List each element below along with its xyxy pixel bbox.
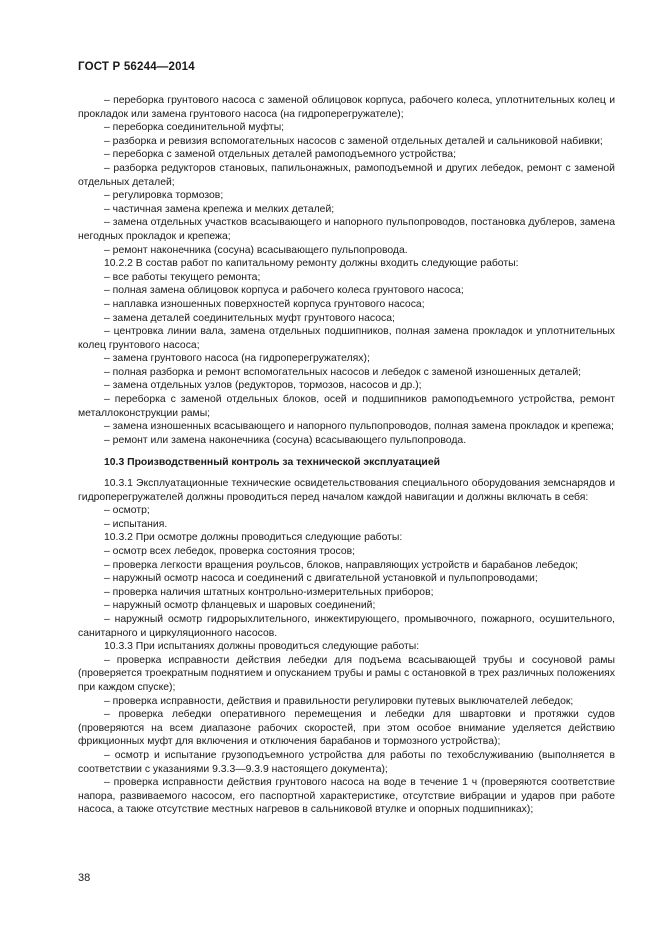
paragraph-group-a: [78, 94, 615, 447]
paragraph: – центровка линии вала, замена отдельных подшипников, полная замена прокладок и уплотнительных колец грунтового насоса;: [78, 326, 615, 351]
paragraph: – полная замена облицовок корпуса и рабочего колеса грунтового насоса;: [104, 285, 464, 297]
paragraph: 10.3.3 При испытаниях должны проводиться следующие работы:: [104, 641, 420, 653]
paragraph: – все работы текущего ремонта;: [104, 271, 261, 283]
paragraph: – замена отдельных узлов (редукторов, тормозов, насосов и др.);: [104, 380, 422, 392]
paragraph: – разборка и ревизия вспомогательных насосов с заменой отдельных деталей и сальниковой набивки;: [104, 135, 603, 147]
paragraph: – проверка наличия штатных контрольно-измерительных приборов;: [104, 586, 434, 598]
paragraph: – замена грунтового насоса (на гидроперегружателях);: [104, 353, 370, 365]
paragraph: – полная разборка и ремонт вспомогательных насосов и лебедок с заменой изношенных деталей;: [104, 366, 582, 378]
paragraph: – ремонт или замена наконечника (сосуна) всасывающего пульпопровода.: [104, 434, 467, 446]
paragraph: 10.2.2 В состав работ по капитальному ремонту должны входить следующие работы:: [104, 258, 519, 270]
paragraph: – наружный осмотр насоса и соединений с двигательной установкой и пульпопроводами;: [104, 573, 538, 585]
paragraph: 10.3.2 При осмотре должны проводиться следующие работы:: [104, 532, 403, 544]
document-body: [78, 94, 615, 817]
paragraph: 10.3.1 Эксплуатационные технические освидетельствования специального оборудования земснарядов и гидроперегружателей должны проводиться перед началом каждой навигации и должны включать в себя:: [78, 478, 615, 503]
paragraph: – осмотр всех лебедок, проверка состояния тросов;: [104, 546, 356, 557]
paragraph: – осмотр и испытание грузоподъемного устройства для работы по техобслуживанию (выполняется в соответствии с указаниями 9.3.3—9.3.9 настоящего документа);: [78, 749, 615, 775]
paragraph: – проверка исправности действия грунтового насоса на воде в течение 1 ч (проверяются соответствие напора, развиваемого насосом, его паспортной характеристике, отсутствие вибрации и ударов при работе насоса, а также отсутствие местных нагревов в сальниковой втулке и опорных подшипниках);: [78, 777, 615, 816]
paragraph: – осмотр;: [104, 505, 150, 517]
paragraph: – проверка лебедки оперативного перемещения и лебедки для швартовки и протяжки судов (проверяются на всем диапазоне рабочих скоростей, при этом особое внимание уделяется действию фрикционных муфт для включения и отключения барабанов и тормозного устройства);: [78, 709, 615, 748]
paragraph: – частичная замена крепежа и мелких деталей;: [104, 203, 335, 215]
paragraph: – разборка редукторов становых, папильонажных, рамоподъемной и других лебедок, ремонт с заменой отдельных деталей;: [78, 162, 615, 188]
section-title: 10.3 Производственный контроль за технической эксплуатацией: [104, 457, 440, 469]
paragraph: – наружный осмотр фланцевых и шаровых соединений;: [104, 600, 376, 612]
paragraph: – наплавка изношенных поверхностей корпуса грунтового насоса;: [104, 298, 425, 310]
paragraph: – наружный осмотр гидрорыхлительного, инжектирующего, промывочного, пожарного, осушительного, санитарного и циркуляционного насосов.: [78, 613, 615, 639]
paragraph: – проверка исправности, действия и правильности регулировки путевых выключателей лебедок;: [104, 695, 574, 707]
page-number: 38: [78, 872, 91, 884]
paragraph: – проверка исправности действия лебедки для подъема всасывающей трубы и сосуновой рамы (проверяется троекратным поднятием и опусканием трубы и рамы с остановкой в трех различных положениях при каждом спуске);: [78, 654, 615, 693]
paragraph: – переборка соединительной муфты;: [104, 122, 285, 134]
paragraph: – проверка легкости вращения роульсов, блоков, направляющих устройств и барабанов лебедок;: [104, 559, 578, 571]
paragraph: – переборка грунтового насоса с заменой облицовок корпуса, рабочего колеса, уплотнительных колец и прокладок или замена грунтового насоса (на гидроперегружателе);: [78, 95, 615, 120]
paragraph: – переборка с заменой отдельных блоков, осей и подшипников рамоподъемного устройства, ремонт металлоконструкции рамы;: [78, 394, 615, 419]
document-header: ГОСТ Р 56244—2014: [78, 61, 195, 73]
paragraph: – замена отдельных участков всасывающего и напорного пульпопроводов, постановка дублеров, замена негодных прокладок и крепежа;: [78, 217, 615, 242]
paragraph: – ремонт наконечника (сосуна) всасывающего пульпопровода.: [104, 244, 408, 256]
paragraph: – замена деталей соединительных муфт грунтового насоса;: [104, 312, 395, 324]
paragraph: – регулировка тормозов;: [104, 190, 224, 202]
paragraph: – переборка с заменой отдельных деталей рамоподъемного устройства;: [104, 149, 456, 161]
paragraph: – замена изношенных всасывающего и напорного пульпопроводов, полная замена прокладок и крепежа;: [104, 421, 614, 433]
paragraph: – испытания.: [104, 518, 168, 530]
paragraph-group-b: [78, 477, 615, 817]
